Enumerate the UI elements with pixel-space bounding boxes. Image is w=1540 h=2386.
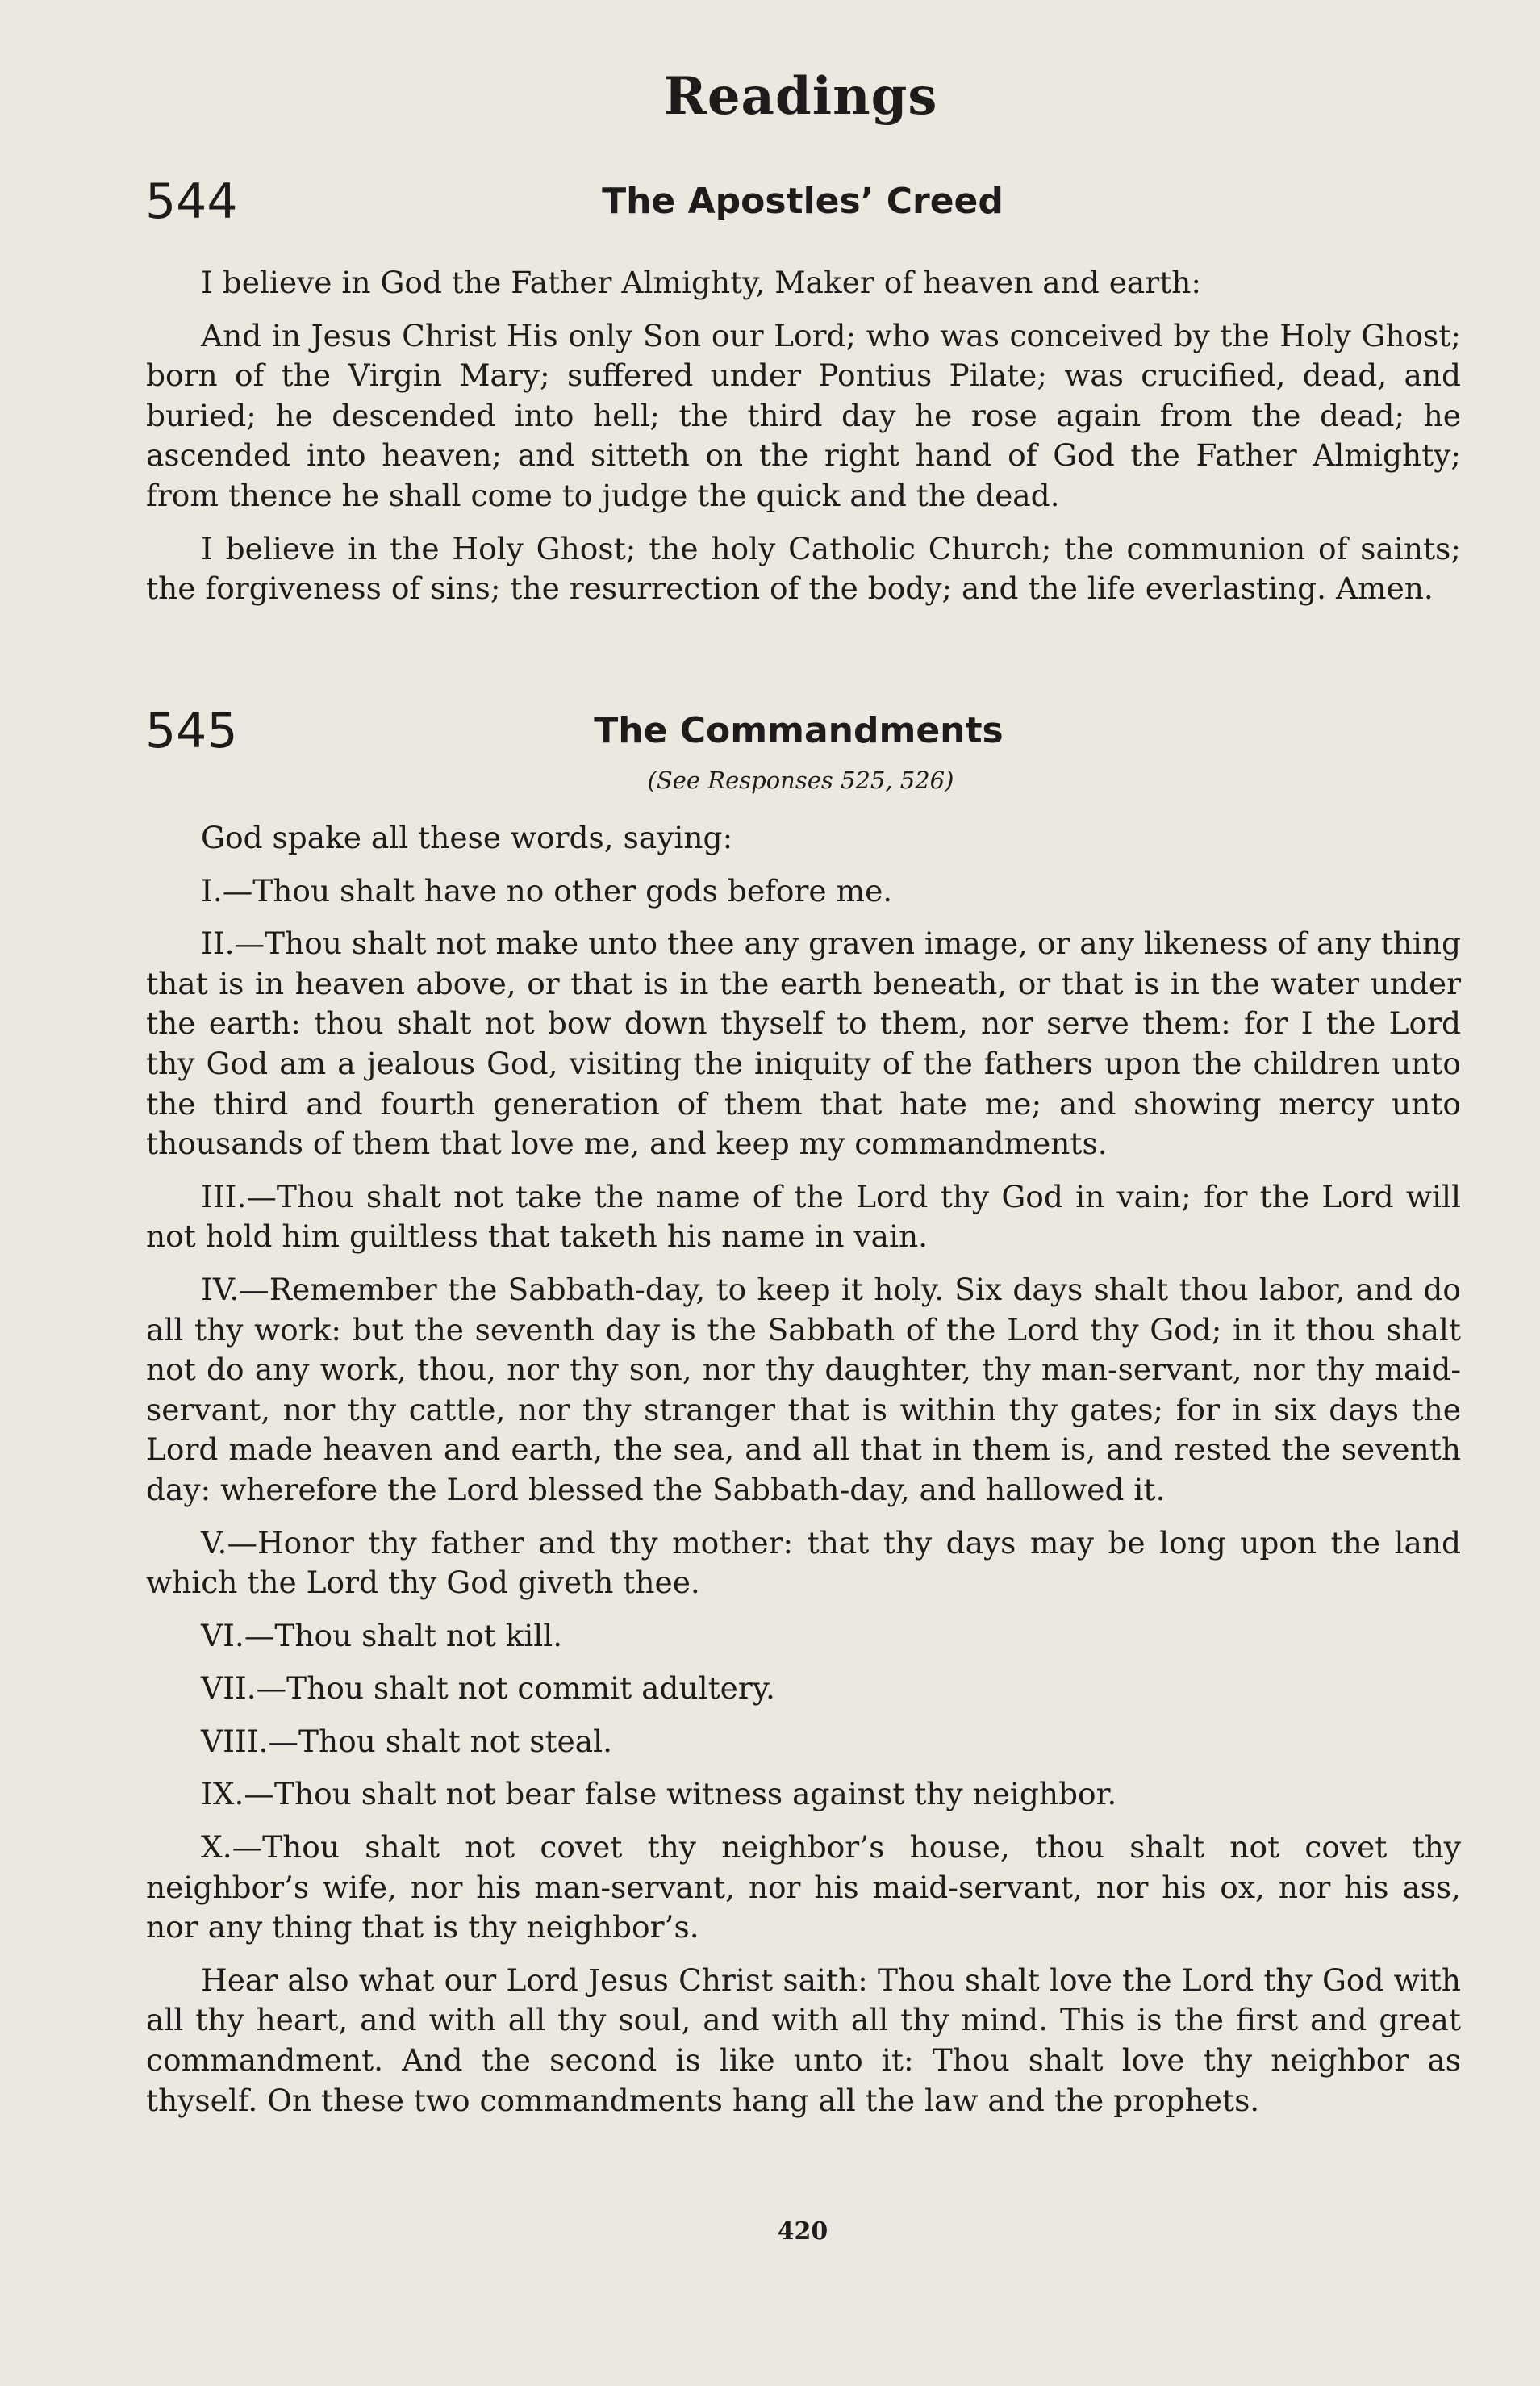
paragraph: God spake all these words, saying:	[201, 820, 733, 855]
paragraph: Hear also what our Lord Jesus Christ saith: Thou shalt love the Lord thy God with all thy heart, and with all thy soul, and with all thy mind. This is the first and great commandment. And the second is like unto it: Thou shalt love thy neighbor as thyself. On these two commandments hang all the law and the prophets.	[146, 1962, 1461, 2118]
section-body	[146, 818, 1461, 2133]
section-heading	[145, 169, 1460, 234]
paragraph: I believe in the Holy Ghost; the holy Catholic Church; the communion of saints; the forgiveness of sins; the resurrection of the body; and the life everlasting. Amen.	[146, 530, 1461, 607]
paragraph: I.—Thou shalt have no other gods before me.	[201, 872, 893, 909]
cross-reference-note: (See Responses 525, 526)	[647, 767, 954, 794]
paragraph: X.—Thou shalt not covet thy neighbor’s house, thou shalt not covet thy neighbor’s wife, nor his man-servant, nor his maid-servant, nor his ox, nor his ass, nor any thing that is thy neighbor’s.	[146, 1829, 1461, 1945]
paragraph: VIII.—Thou shalt not steal.	[201, 1723, 612, 1759]
section-body	[146, 263, 1461, 622]
section-heading	[145, 699, 1460, 763]
section-title: The Apostles’ Creed	[602, 181, 1004, 222]
paragraph: VII.—Thou shalt not commit adultery.	[201, 1670, 775, 1707]
running-head: Readings	[663, 66, 938, 127]
section-number: 545	[145, 703, 238, 759]
paragraph: And in Jesus Christ His only Son our Lord; who was conceived by the Holy Ghost; born of the Virgin Mary; suffered under Pontius Pilate; was crucified, dead, and buried; he descended into hell; the third day he rose again from the dead; he ascended into heaven; and sitteth on the right hand of God the Father Almighty; from thence he shall come to judge the quick and the dead.	[146, 317, 1461, 513]
paragraph: V.—Honor thy father and thy mother: that thy days may be long upon the land which the Lord thy God giveth thee.	[146, 1524, 1461, 1601]
section-number: 544	[145, 173, 238, 230]
page-number: 420	[777, 2217, 828, 2246]
paragraph: VI.—Thou shalt not kill.	[201, 1617, 563, 1653]
paragraph: I believe in God the Father Almighty, Maker of heaven and earth:	[201, 265, 1202, 300]
paragraph: IX.—Thou shalt not bear false witness against thy neighbor.	[201, 1776, 1117, 1812]
paragraph: IV.—Remember the Sabbath-day, to keep it holy. Six days shalt thou labor, and do all thy work: but the seventh day is the Sabbath of the Lord thy God; in it thou shalt not do any work, thou, nor thy son, nor thy daughter, thy man-servant, nor thy maid-servant, nor thy cattle, nor thy stranger that is within thy gates; for in six days the Lord made heaven and earth, the sea, and all that in them is, and rested the seventh day: wherefore the Lord blessed the Sabbath-day, and hallowed it.	[146, 1271, 1461, 1507]
section-title: The Commandments	[594, 710, 1004, 751]
paragraph: III.—Thou shalt not take the name of the Lord thy God in vain; for the Lord will not hold him guiltless that taketh his name in vain.	[146, 1178, 1461, 1255]
paragraph: II.—Thou shalt not make unto thee any graven image, or any likeness of any thing that is in heaven above, or that is in the earth beneath, or that is in the water under the earth: thou shalt not bow down thyself to them, nor serve them: for I the Lord thy God am a jealous God, visiting the iniquity of the fathers upon the children unto the third and fourth generation of them that hate me; and showing mercy unto thousands of them that love me, and keep my commandments.	[146, 926, 1461, 1162]
